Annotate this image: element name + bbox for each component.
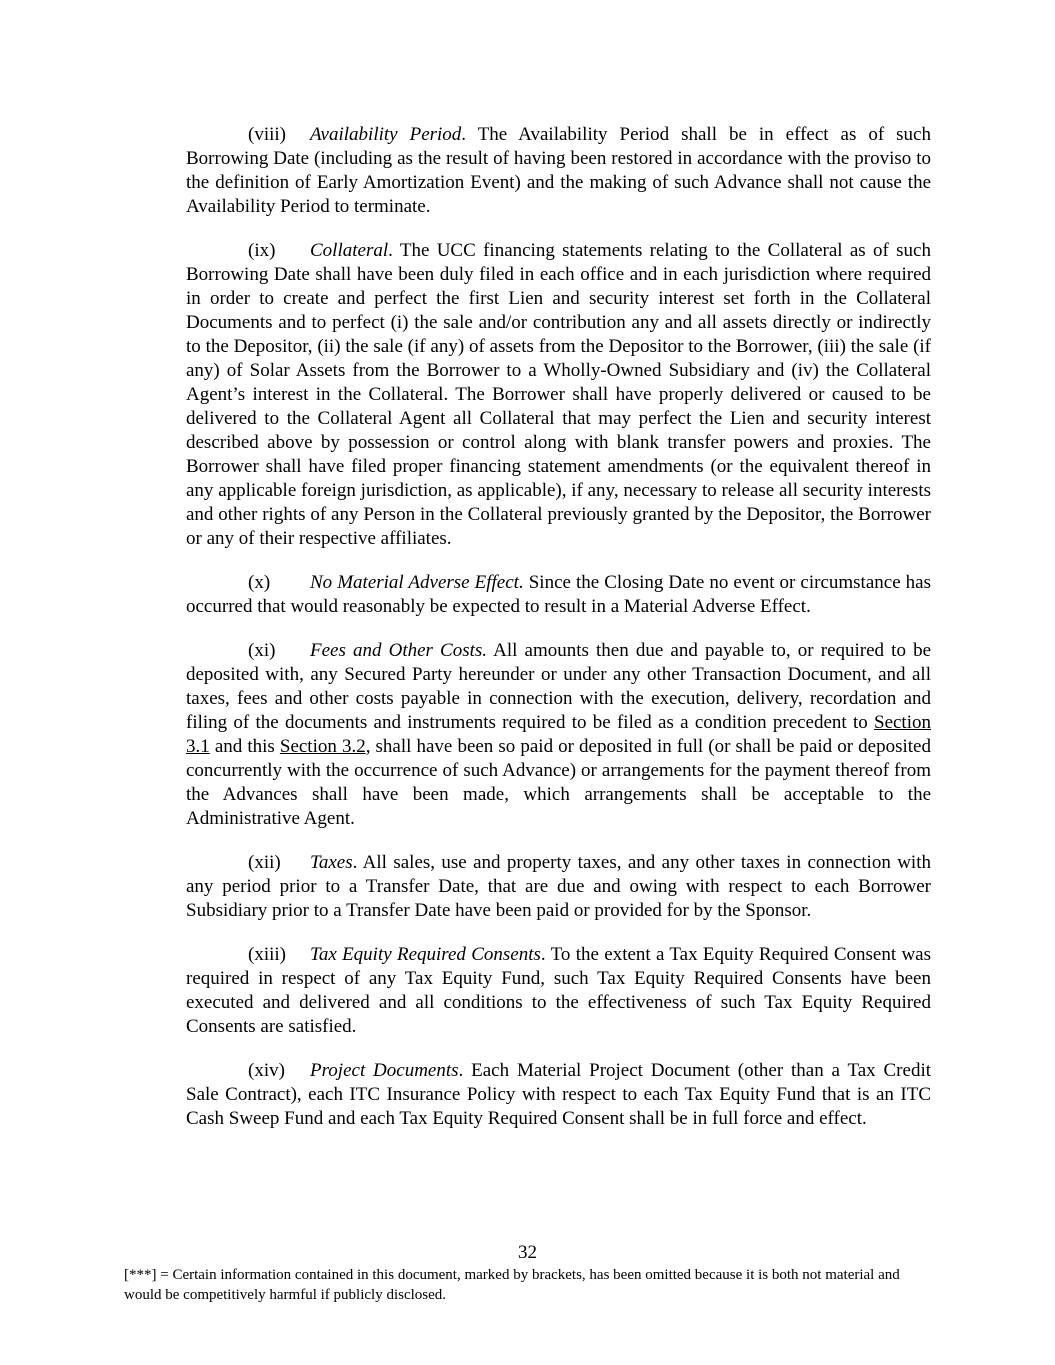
clause-text: . The UCC financing statements relating to the Collateral as of such Borrowing Date shall have been duly filed in each office and in each jurisdiction where required in order to create and perfect the first Lien and security interest set forth in the Collateral Documents and to perfect (i) the sale and/or contribution any and all assets directly or indirectly to the Depositor, (ii) the sale (if any) of assets from the Depositor to the Borrower, (iii) the sale (if any) of Solar Assets from the Borrower to a Wholly-Owned Subsidiary and (iv) the Collateral Agent’s interest in the Collateral. The Borrower shall have properly delivered or caused to be delivered to the Collateral Agent all Collateral that may perfect the Lien and security interest described above by possession or control along with blank transfer powers and proxies. The Borrower shall have filed proper financing statement amendments (or the equivalent thereof in any applicable foreign jurisdiction, as applicable), if any, necessary to release all security interests and other rights of any Person in the Collateral previously granted by the Depositor, the Borrower or any of their respective affiliates. — [186, 240, 931, 549]
clause-text: All amounts then due and payable to, or required to be deposited with, any Secured Party hereunder or under any other Transaction Document, and all taxes, fees and other costs payable in connection with the execution, delivery, recordation and filing of the documents and instruments required to be filed as a condition precedent to — [186, 640, 931, 733]
clause-text: . To the extent a Tax Equity Required Consent was required in respect of any Tax Equity Fund, such Tax Equity Required Consents have been executed and delivered and all conditions to the effectiveness of such Tax Equity Required Consents are satisfied. — [186, 944, 932, 1037]
clause-text: and this — [209, 736, 280, 757]
section-3-2-reference: Section 3.2 — [279, 736, 366, 757]
clause-number: (x) — [248, 572, 271, 593]
document-body — [186, 123, 931, 1131]
clause-number: (viii) — [248, 124, 286, 145]
clause-number: (xii) — [248, 852, 281, 873]
clause-text: , shall have been so paid or deposited in full (or shall be paid or deposited concurrently with the occurrence of such Advance) or arrangements for the payment thereof from the Advances shall have been made, which arrangements shall be acceptable to the Administrative Agent. — [186, 736, 931, 829]
section-3-1-reference: Section 3.1 — [186, 712, 931, 757]
clause-number: (xiii) — [248, 944, 286, 965]
clause-text: . All sales, use and property taxes, and any other taxes in connection with any period prior to a Transfer Date, that are due and owing with respect to each Borrower Subsidiary prior to a Transfer Date have been paid or provided for by the Sponsor. — [186, 852, 931, 921]
clause-number: (xi) — [248, 640, 276, 661]
clause-title: Collateral — [310, 240, 389, 261]
confidentiality-footnote: [***] = Certain information contained in this document, marked by brackets, has been omitted because it is both not material and would be competitively harmful if publicly disclosed. — [124, 1267, 900, 1303]
clause-number: (xiv) — [248, 1060, 285, 1081]
clause-xi — [186, 639, 931, 831]
clause-number: (ix) — [248, 240, 276, 261]
clause-title: Tax Equity Required Consents — [310, 944, 541, 965]
clause-text: . Each Material Project Document (other than a Tax Credit Sale Contract), each ITC Insurance Policy with respect to each Tax Equity Fund that is an ITC Cash Sweep Fund and each Tax Equity Required Consent shall be in full force and effect. — [186, 1060, 931, 1129]
clause-text: Since the Closing Date no event or circumstance has occurred that would reasonably be expected to result in a Material Adverse Effect. — [186, 572, 932, 617]
clause-x — [186, 571, 931, 619]
clause-title: Availability Period — [310, 124, 462, 145]
clause-title: Project Documents — [310, 1060, 459, 1081]
clause-ix — [186, 239, 931, 551]
clause-title: Fees and Other Costs. — [310, 640, 488, 661]
clause-xiv — [186, 1059, 931, 1131]
clause-xiii — [186, 943, 931, 1039]
clause-title: Taxes — [310, 852, 353, 873]
clause-text: . The Availability Period shall be in effect as of such Borrowing Date (including as the result of having been restored in accordance with the proviso to the definition of Early Amortization Event) and the making of such Advance shall not cause the Availability Period to terminate. — [186, 124, 931, 217]
clause-title: No Material Adverse Effect. — [310, 572, 524, 593]
page-number: 32 — [518, 1242, 537, 1263]
clause-viii — [186, 123, 931, 219]
clause-xii — [186, 851, 931, 923]
